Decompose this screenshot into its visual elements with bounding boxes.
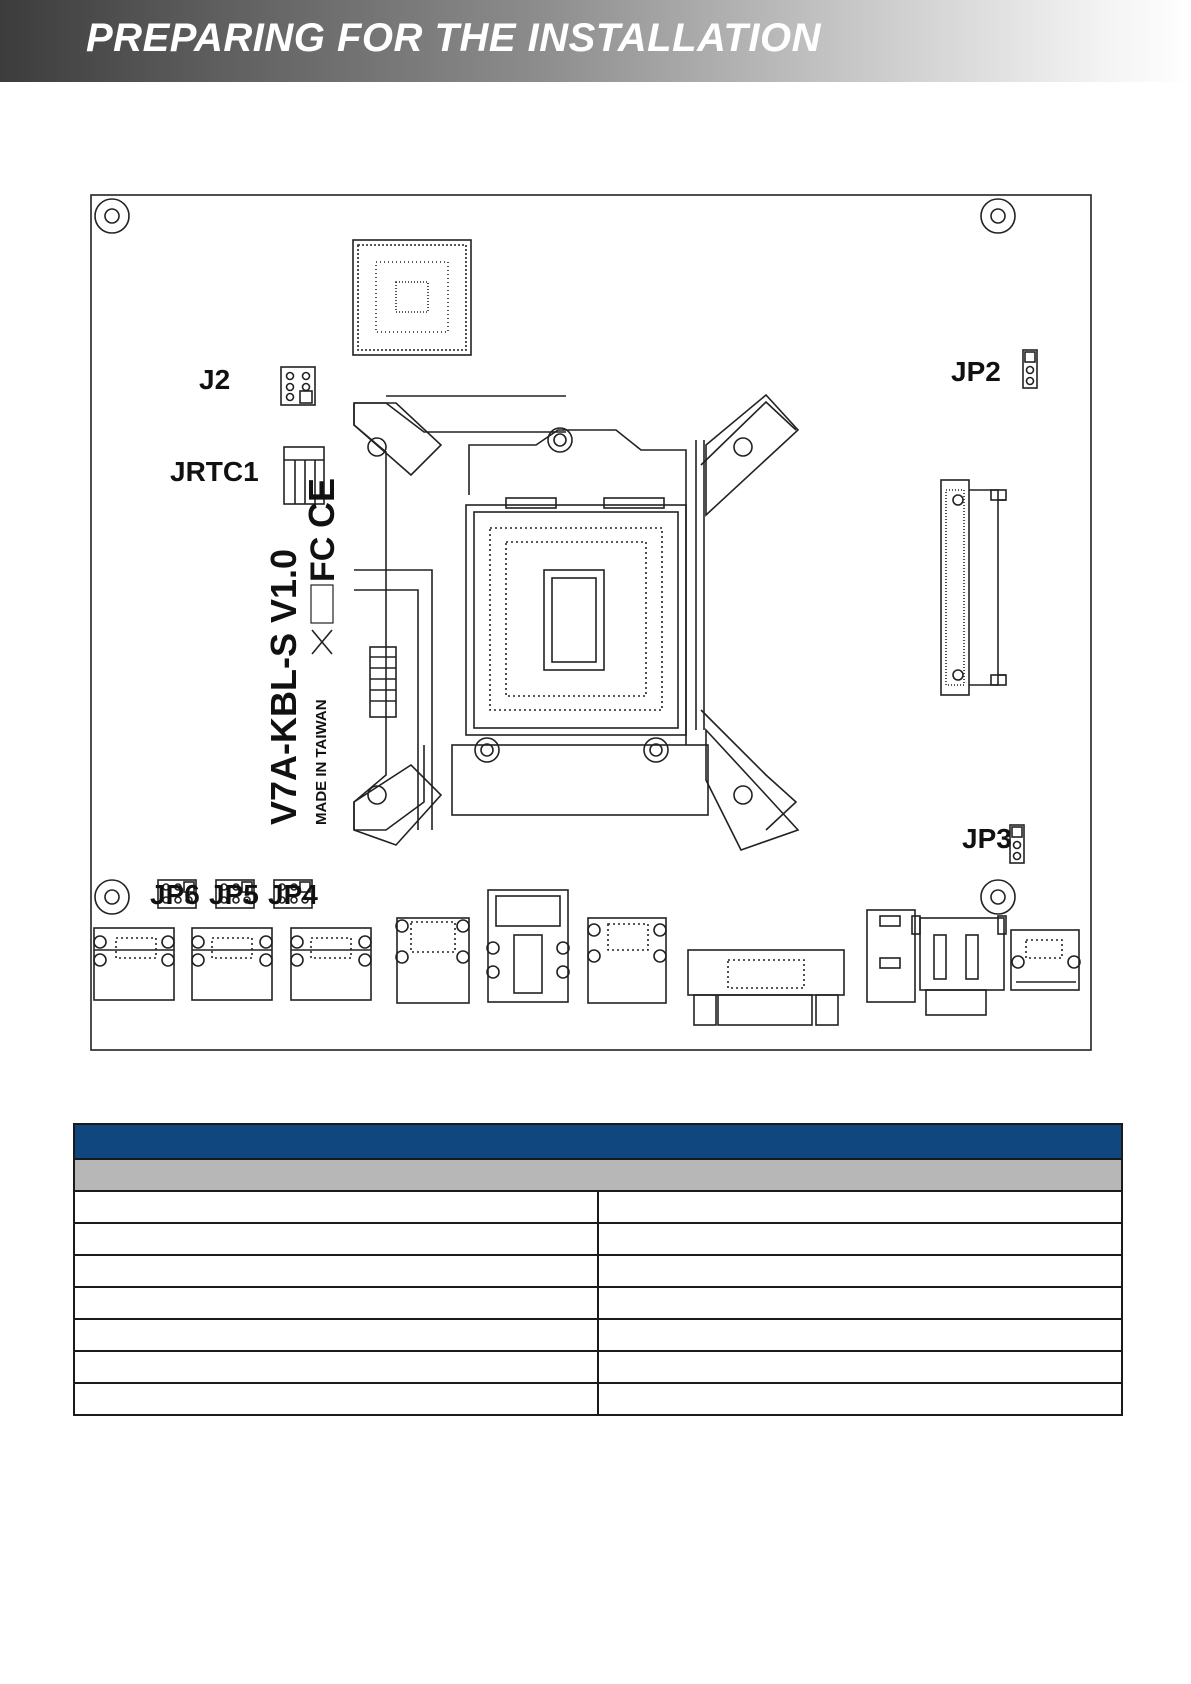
com-port-1 (94, 928, 174, 1000)
table-cell-label (74, 1223, 598, 1255)
table-row (74, 1319, 1122, 1351)
label-jp6: JP6 (150, 879, 200, 910)
header-bar (0, 0, 1191, 82)
dc-jack (867, 910, 915, 1002)
table-row (74, 1383, 1122, 1415)
cpu-socket (452, 428, 708, 815)
table-cell-label (74, 1319, 598, 1351)
table-row (74, 1191, 1122, 1223)
usb-port (588, 918, 666, 1003)
table-cell-label (74, 1383, 598, 1415)
power-connector (1011, 930, 1080, 990)
table-row (74, 1287, 1122, 1319)
label-jp5: JP5 (209, 879, 259, 910)
motherboard-svg (86, 190, 1106, 1090)
cpu-bracket (354, 395, 798, 850)
table-cell-value (598, 1223, 1122, 1255)
label-jp2: JP2 (951, 356, 1001, 387)
page-title: PREPARING FOR THE INSTALLATION (86, 16, 821, 60)
com-port-2 (192, 928, 272, 1000)
compliance-marks (301, 478, 342, 582)
vga-port (688, 950, 844, 1025)
com-port-3 (291, 928, 371, 1000)
label-jp4: JP4 (268, 879, 318, 910)
table-subheader-cell (74, 1159, 1122, 1191)
j2-header (281, 367, 315, 405)
table-cell-value (598, 1351, 1122, 1383)
made-in-label: MADE IN TAIWAN (313, 699, 330, 825)
table-row (74, 1223, 1122, 1255)
trace-line-2 (354, 570, 432, 830)
table-cell-value (598, 1383, 1122, 1415)
table-cell-value (598, 1287, 1122, 1319)
recycle-mark (311, 585, 333, 623)
table-cell-label (74, 1255, 598, 1287)
memory-chip-array (370, 647, 396, 717)
label-j2: J2 (199, 364, 231, 395)
mount-hole-tl (95, 199, 129, 233)
table-header-row (74, 1124, 1122, 1159)
ce-mark: CE (301, 477, 342, 528)
jumper-table (73, 1123, 1123, 1416)
table-cell-value (598, 1319, 1122, 1351)
motherboard-diagram (86, 190, 1106, 1090)
jp3-header (1010, 825, 1024, 863)
lan-port (396, 918, 469, 1003)
mount-hole-tr (981, 199, 1015, 233)
expansion-slot (941, 480, 1006, 695)
table-cell-label (74, 1287, 598, 1319)
table-cell-label (74, 1191, 598, 1223)
usb-lan-stack (487, 890, 569, 1002)
mount-hole-br (981, 880, 1015, 914)
board-model: V7A-KBL-S V1.0 (263, 548, 304, 825)
table-cell-label (74, 1351, 598, 1383)
label-jrtc1: JRTC1 (170, 456, 259, 487)
label-jp3: JP3 (962, 823, 1012, 854)
fcc-mark: FC (304, 536, 342, 582)
table-cell-value (598, 1255, 1122, 1287)
chipset-bga (353, 240, 471, 355)
table-subheader-row (74, 1159, 1122, 1191)
table-cell-value (598, 1191, 1122, 1223)
table-header-cell (74, 1124, 1122, 1159)
table-row (74, 1255, 1122, 1287)
table-row (74, 1351, 1122, 1383)
jp2-header (1023, 350, 1037, 388)
audio-jack (912, 916, 1006, 1015)
mount-hole-bl (95, 880, 129, 914)
